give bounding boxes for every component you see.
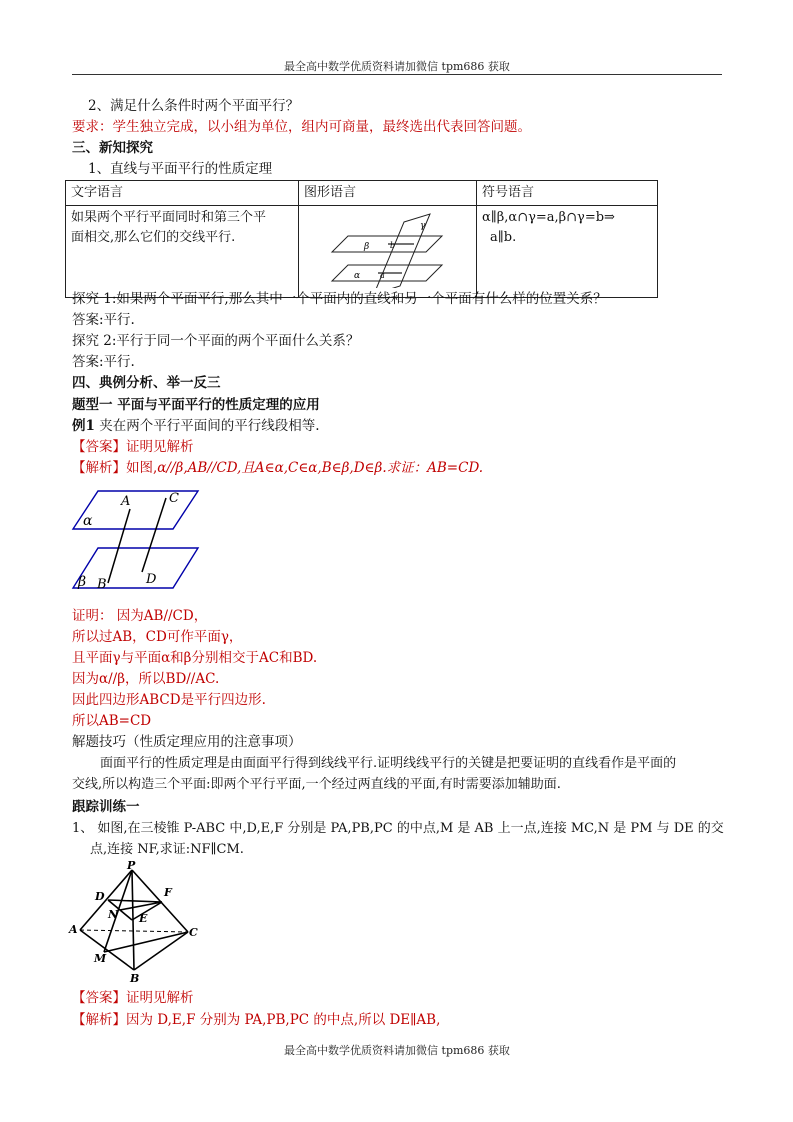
theorem-title: 1、直线与平面平行的性质定理: [88, 161, 273, 177]
type-1-title: 题型一 平面与平面平行的性质定理的应用: [72, 397, 320, 413]
table-header-text: 文字语言: [66, 181, 299, 206]
table-text-line-2: 面相交,那么它们的交线平行.: [71, 230, 236, 245]
fig3-label-P: P: [127, 860, 136, 872]
analysis-math: α//β,AB//CD,且A∈α,C∈α,B∈β,D∈β.求证：AB=CD.: [157, 460, 484, 476]
training-title: 跟踪训练一: [72, 799, 140, 815]
answer-tag: 【答案】: [72, 439, 126, 455]
table-symbol-line-1: α∥β,α∩γ=a,β∩γ=b⇒: [482, 210, 615, 225]
requirement-text: 要求：学生独立完成，以小组为单位，组内可商量，最终选出代表回答问题。: [72, 119, 531, 135]
fig2-label-B: B: [97, 577, 107, 592]
answer-2-tag: 【答案】: [72, 990, 126, 1006]
header-divider: [72, 74, 722, 75]
answer-2-text: 证明见解析: [126, 990, 194, 1006]
explore-1-answer: 答案:平行.: [72, 312, 135, 328]
parallel-planes-figure: [304, 208, 470, 288]
answer-text: 证明见解析: [126, 439, 194, 455]
analysis-tag: 【解析】: [72, 460, 126, 476]
proof-line-1: 证明： 因为AB//CD，: [72, 608, 208, 624]
table-text-line-1: 如果两个平行平面同时和第三个平: [71, 210, 267, 225]
proof-line-6: 所以AB=CD: [72, 713, 152, 729]
table-cell-figure: [299, 206, 477, 298]
page-footer: 最全高中数学优质资料请加微信 tpm686 获取: [284, 1044, 510, 1057]
fig2-label-alpha: α: [83, 513, 93, 529]
example-1-figure: [70, 488, 200, 596]
section-3-title: 三、新知探究: [72, 140, 153, 156]
fig2-label-A: A: [121, 494, 131, 509]
example-1: [72, 416, 320, 436]
tips-title: 解题技巧（性质定理应用的注意事项）: [72, 734, 302, 750]
fig1-label-beta: β: [364, 242, 370, 252]
training-1-line-1: 1、 如图,在三棱锥 P-ABC 中,D,E,F 分别是 PA,PB,PC 的中点,M 是 AB 上一点,连接 MC,N 是 PM 与 DE 的交: [72, 821, 724, 836]
analysis-prefix: 如图,: [126, 460, 158, 476]
proof-line-3: 且平面γ与平面α和β分别相交于AC和BD.: [72, 650, 318, 666]
fig3-label-M: M: [94, 952, 107, 965]
fig2-label-D: D: [146, 572, 157, 587]
table-cell-symbol: [477, 206, 658, 298]
fig1-label-a: a: [380, 271, 385, 280]
proof-line-4: 因为α//β，所以BD//AC.: [72, 671, 220, 687]
explore-2-question: 探究 2:平行于同一个平面的两个平面什么关系？: [72, 333, 360, 349]
fig2-label-C: C: [169, 491, 179, 506]
fig3-label-A: A: [69, 923, 78, 936]
example-1-label: 例1: [72, 418, 95, 434]
tips-line-2: 交线,所以构造三个平面:即两个平行平面,一个经过两直线的平面,有时需要添加辅助面.: [72, 777, 561, 792]
table-cell-text: [66, 206, 299, 298]
fig2-label-beta: β: [78, 574, 87, 590]
page-header: 最全高中数学优质资料请加微信 tpm686 获取: [284, 60, 510, 73]
fig1-label-b: b: [390, 241, 396, 250]
analysis-2-tag: 【解析】: [72, 1012, 126, 1028]
table-header-figure: 图形语言: [299, 181, 477, 206]
analysis-1: [72, 458, 483, 478]
analysis-2-text: 因为 D,E,F 分别为 PA,PB,PC 的中点,所以 DE∥AB,: [126, 1012, 441, 1028]
proof-line-5: 因此四边形ABCD是平行四边形.: [72, 692, 266, 708]
example-1-text: 夹在两个平行平面间的平行线段相等.: [94, 418, 320, 434]
fig1-label-gamma: γ: [420, 221, 426, 231]
theorem-table: [65, 180, 658, 298]
training-1-line-2: 点,连接 NF,求证:NF∥CM.: [90, 842, 244, 857]
fig1-label-alpha: α: [354, 271, 361, 281]
table-symbol-line-2: a∥b.: [490, 230, 517, 245]
fig3-label-B: B: [130, 972, 140, 985]
explore-2-answer: 答案:平行.: [72, 354, 135, 370]
tips-line-1: 面面平行的性质定理是由面面平行得到线线平行.证明线线平行的关键是把要证明的直线看作是平面的: [100, 756, 677, 771]
fig3-label-D: D: [95, 890, 105, 903]
fig3-label-N: N: [108, 908, 119, 921]
fig3-label-E: E: [139, 912, 148, 925]
proof-line-2: 所以过AB，CD可作平面γ，: [72, 629, 243, 645]
explore-1-question: 探究 1:如果两个平面平行,那么其中一个平面内的直线和另一个平面有什么样的位置关系？: [72, 291, 607, 307]
answer-2: [72, 988, 194, 1008]
fig3-label-F: F: [164, 886, 172, 899]
question-2: 2、满足什么条件时两个平面平行？: [88, 98, 300, 114]
section-4-title: 四、典例分析、举一反三: [72, 375, 221, 391]
table-header-symbol: 符号语言: [477, 181, 658, 206]
answer-1: [72, 437, 194, 457]
training-1-figure: [68, 860, 200, 986]
analysis-2: [72, 1010, 440, 1030]
fig3-label-C: C: [189, 926, 198, 939]
